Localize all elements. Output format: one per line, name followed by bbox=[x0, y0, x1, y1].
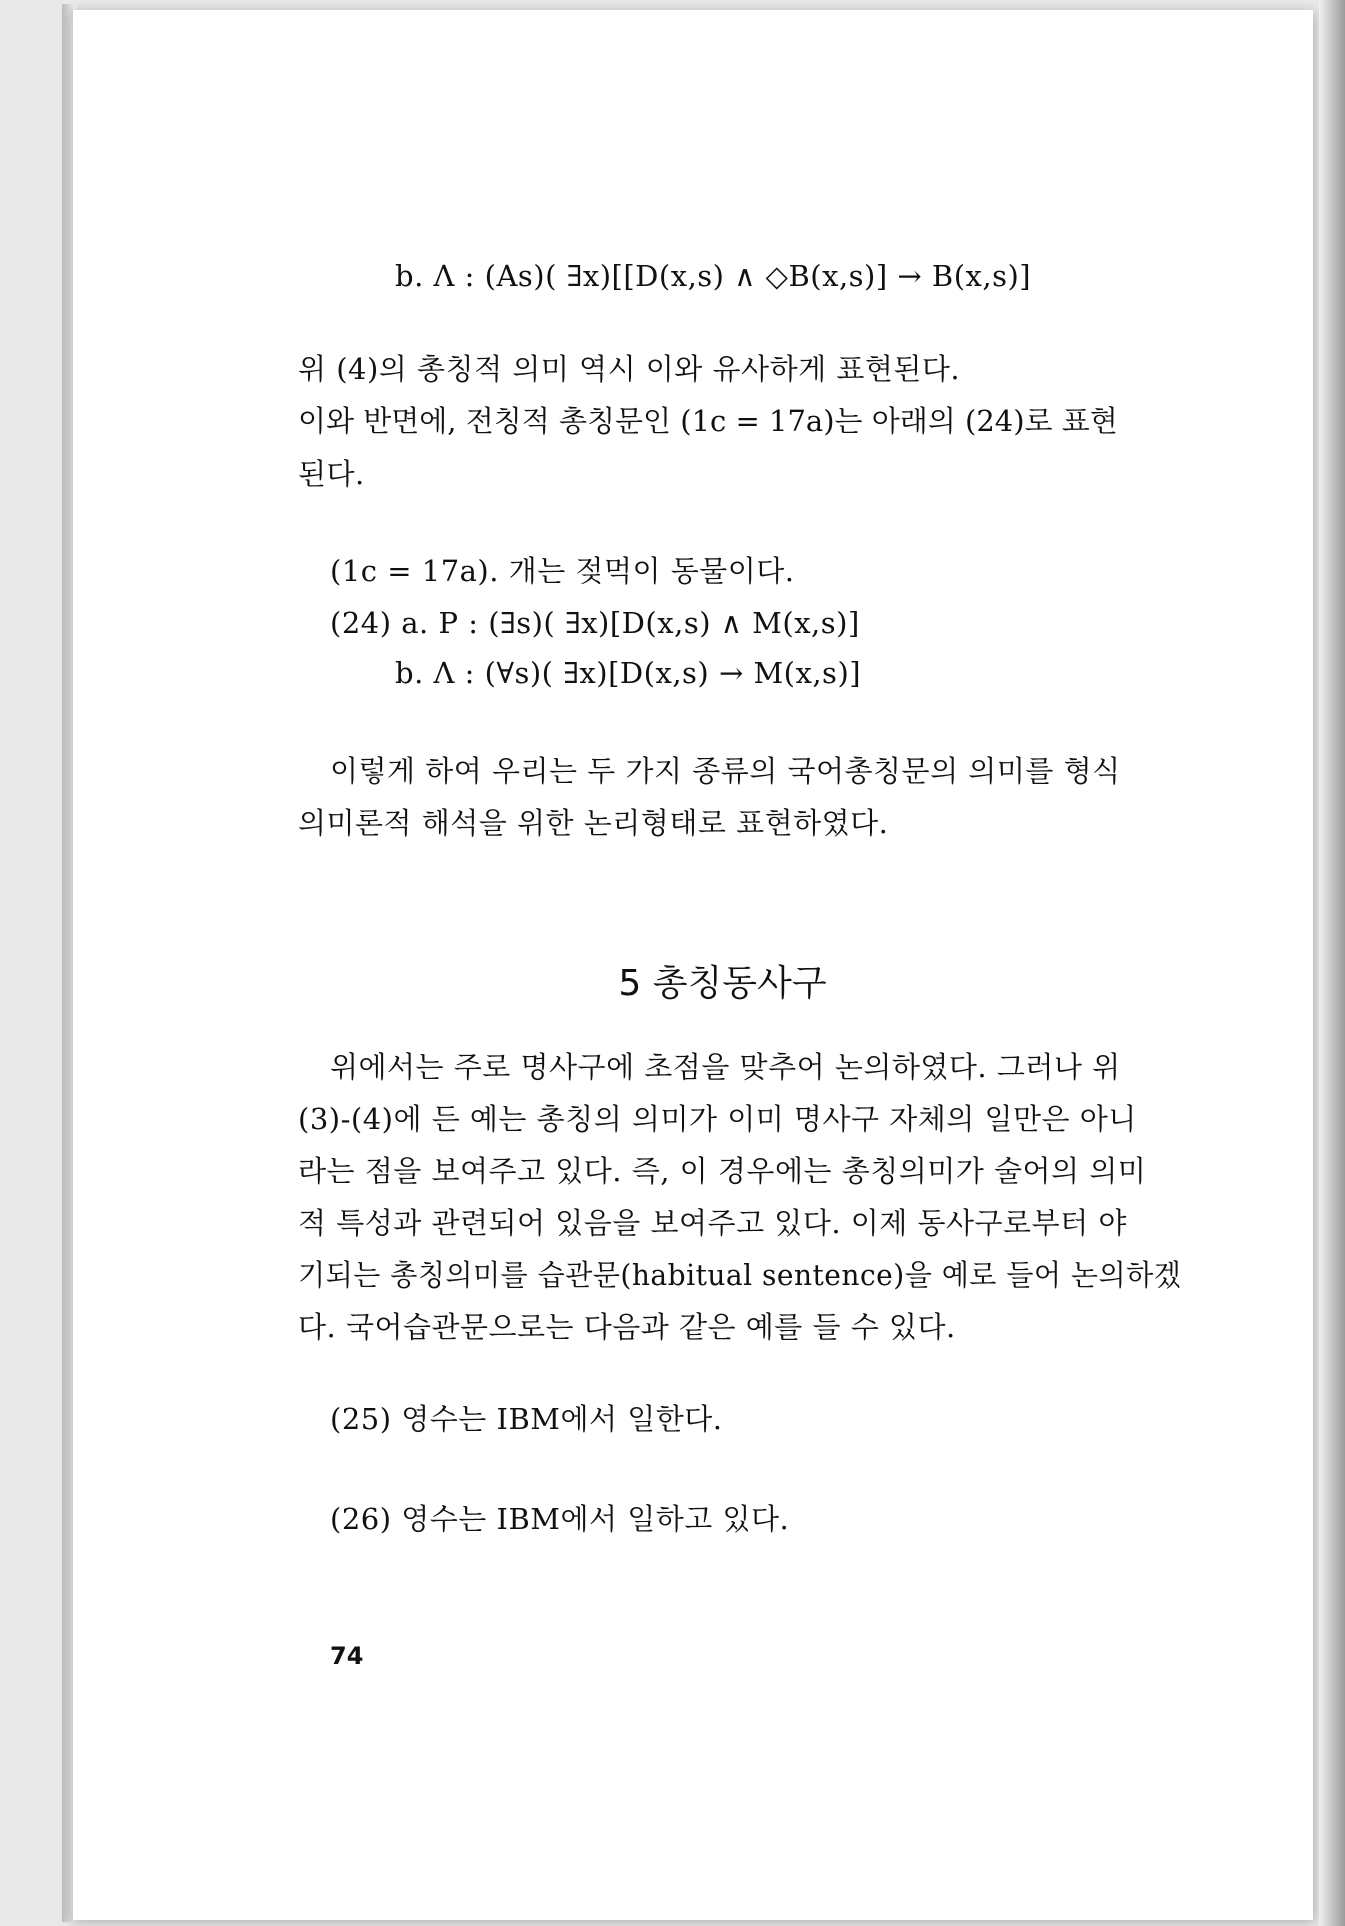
formula-24a: (24) a. P : (∃s)( ∃x)[D(x,s) ∧ M(x,s)] bbox=[330, 606, 860, 640]
paragraph-line: 된다. bbox=[298, 457, 365, 491]
page-number: 74 bbox=[330, 1642, 364, 1670]
paragraph-line: 라는 점을 보여주고 있다. 즉, 이 경우에는 총칭의미가 술어의 의미 bbox=[298, 1154, 1147, 1188]
formula-24b: b. Λ : (∀s)( ∃x)[D(x,s) → M(x,s)] bbox=[395, 656, 862, 690]
formula-23b: b. Λ : (As)( ∃x)[[D(x,s) ∧ ◇B(x,s)] → B(x,s)] bbox=[395, 259, 1032, 293]
paragraph-line: 의미론적 해석을 위한 논리형태로 표현하였다. bbox=[298, 806, 889, 840]
paragraph-line: 이렇게 하여 우리는 두 가지 종류의 국어총칭문의 의미를 형식 bbox=[330, 754, 1121, 788]
paragraph-line: 적 특성과 관련되어 있음을 보여주고 있다. 이제 동사구로부터 야 bbox=[298, 1206, 1127, 1240]
paragraph-line-justified bbox=[298, 404, 1182, 438]
paragraph-line: 기되는 총칭의미를 습관문(habitual sentence)을 예로 들어 논의하겠 bbox=[298, 1258, 1182, 1292]
section-heading: 5 총칭동사구 bbox=[618, 963, 827, 1004]
example-25: (25) 영수는 IBM에서 일한다. bbox=[330, 1402, 723, 1436]
example-26: (26) 영수는 IBM에서 일하고 있다. bbox=[330, 1502, 790, 1536]
paragraph-line: 위 (4)의 총칭적 의미 역시 이와 유사하게 표현된다. bbox=[298, 352, 961, 386]
paragraph-line: 위에서는 주로 명사구에 초점을 맞추어 논의하였다. 그러나 위 bbox=[330, 1050, 1121, 1084]
paragraph-line: 다. 국어습관문으로는 다음과 같은 예를 들 수 있다. bbox=[298, 1310, 956, 1344]
paragraph-line: (3)-(4)에 든 예는 총칭의 의미가 이미 명사구 자체의 일만은 아니 bbox=[298, 1102, 1137, 1136]
paragraph-text: 이와 반면에, 전칭적 총칭문인 (1c = 17a)는 아래의 (24)로 표현 bbox=[298, 404, 1118, 438]
example-1c: (1c = 17a). 개는 젖먹이 동물이다. bbox=[330, 554, 795, 588]
